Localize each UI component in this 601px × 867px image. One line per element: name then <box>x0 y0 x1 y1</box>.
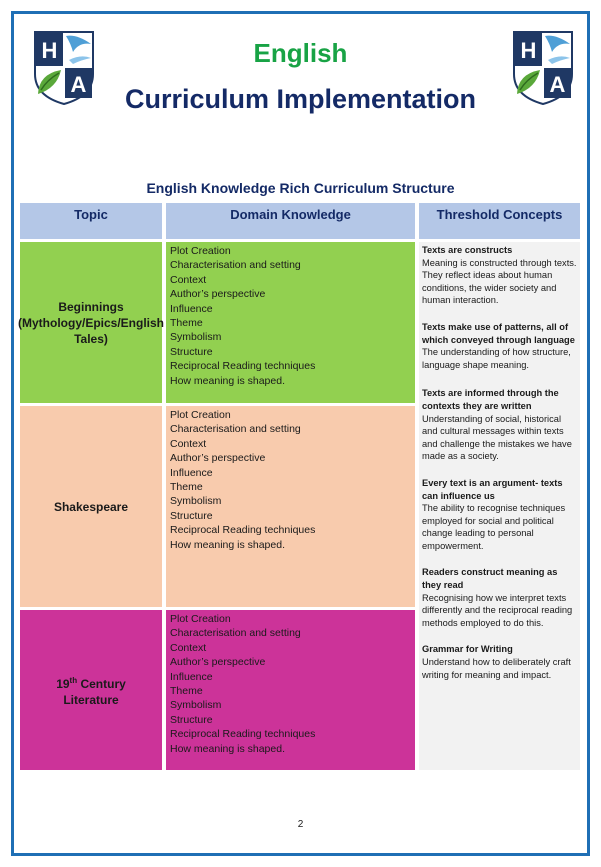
concept-title: Grammar for Writing <box>422 644 513 655</box>
topic-line: Shakespeare <box>53 499 129 514</box>
domain-item: Reciprocal Reading techniques <box>170 360 316 373</box>
domain-item: Characterisation and setting <box>170 423 301 436</box>
topic-cell-19th-century-literature <box>20 610 162 770</box>
domain-item: Reciprocal Reading techniques <box>170 524 316 537</box>
topic-line: (Mythology/Epics/English <box>18 315 165 330</box>
concept-block <box>422 643 577 681</box>
concept-title: Texts are informed through the contexts they are written <box>422 388 559 411</box>
concept-body: The ability to recognise techniques employed for social and political change leading to personal empowerment. <box>422 503 566 551</box>
logo-letter-h: H <box>520 38 537 63</box>
concept-block <box>422 244 577 307</box>
topic-word: Century <box>77 676 126 691</box>
concept-title: Texts are constructs <box>422 245 513 255</box>
domain-item: Plot Creation <box>170 409 231 421</box>
topic-line: Tales) <box>74 331 108 346</box>
domain-item: Theme <box>170 685 203 698</box>
domain-item: Author’s perspective <box>170 288 266 301</box>
logo-letter-h: H <box>41 38 58 63</box>
threshold-concepts-cell <box>419 242 580 770</box>
domain-item: Influence <box>170 302 213 315</box>
page-subtitle: Curriculum Implementation <box>124 84 477 114</box>
topic-line <box>56 673 126 692</box>
domain-item: Theme <box>170 481 203 494</box>
topic-cell-beginnings <box>18 242 165 403</box>
domain-item: Symbolism <box>170 495 222 508</box>
domain-item: Plot Creation <box>170 613 231 625</box>
concept-block <box>422 566 577 629</box>
page-title: English <box>253 38 348 68</box>
concept-body: Meaning is constructed through texts. They reflect ideas about human conditions, the wider society and human interaction. <box>422 257 577 306</box>
concept-body: Understanding of social, historical and cultural messages within texts and challenge the mistakes we have made as a society. <box>422 413 572 462</box>
domain-item: Theme <box>170 317 203 330</box>
domain-item: Structure <box>170 345 213 358</box>
domain-item: How meaning is shaped. <box>170 742 285 755</box>
logo-letter-a: A <box>70 72 87 97</box>
concept-block <box>422 321 577 371</box>
concept-block <box>422 477 577 553</box>
page-number: 2 <box>297 819 304 830</box>
domain-item: Plot Creation <box>170 245 231 257</box>
domain-item: Context <box>170 273 207 286</box>
topic-number: 19 <box>56 676 70 691</box>
domain-item: Author’s perspective <box>170 656 266 669</box>
concept-title: Texts make use of patterns, all of which conveyed through language <box>422 321 575 345</box>
domain-cell-shakespeare <box>166 406 415 607</box>
topic-cell-shakespeare <box>20 406 162 607</box>
concept-body: Recognising how we interpret texts differently and the reciprocal reading methods employed to do this. <box>422 592 573 628</box>
domain-item: Reciprocal Reading techniques <box>170 728 316 741</box>
column-header-topic: Topic <box>20 203 162 239</box>
domain-item: Author’s perspective <box>170 452 266 465</box>
domain-item: Influence <box>170 466 213 479</box>
concept-body: The understanding of how structure, language shape meaning. <box>422 347 571 370</box>
domain-item: Influence <box>170 670 213 683</box>
domain-item: Structure <box>170 713 213 726</box>
column-header-domain-knowledge: Domain Knowledge <box>166 203 415 239</box>
concept-title: Readers construct meaning as they read <box>422 567 558 591</box>
domain-item: Characterisation and setting <box>170 627 301 640</box>
concept-block <box>422 387 577 463</box>
topic-line: Beginnings <box>58 299 124 314</box>
domain-item: Symbolism <box>170 331 222 344</box>
concept-title: Every text is an argument- texts can influence us <box>422 477 563 501</box>
topic-line: Literature <box>63 692 119 707</box>
domain-cell-19th-century-literature <box>166 610 415 770</box>
column-header-threshold-concepts: Threshold Concepts <box>419 203 580 239</box>
topic-ordinal: th <box>69 675 78 685</box>
concept-body: Understand how to deliberately craft writing for meaning and impact. <box>422 657 571 680</box>
domain-item: Context <box>170 437 207 450</box>
domain-item: Structure <box>170 509 213 522</box>
domain-item: How meaning is shaped. <box>170 374 285 387</box>
logo-letter-a: A <box>549 72 566 97</box>
domain-item: Characterisation and setting <box>170 259 301 272</box>
domain-cell-beginnings <box>166 242 415 403</box>
table-title: English Knowledge Rich Curriculum Structure <box>146 180 455 196</box>
document-page <box>11 11 590 856</box>
domain-item: Symbolism <box>170 699 222 712</box>
domain-item: How meaning is shaped. <box>170 538 285 551</box>
domain-item: Context <box>170 641 207 654</box>
